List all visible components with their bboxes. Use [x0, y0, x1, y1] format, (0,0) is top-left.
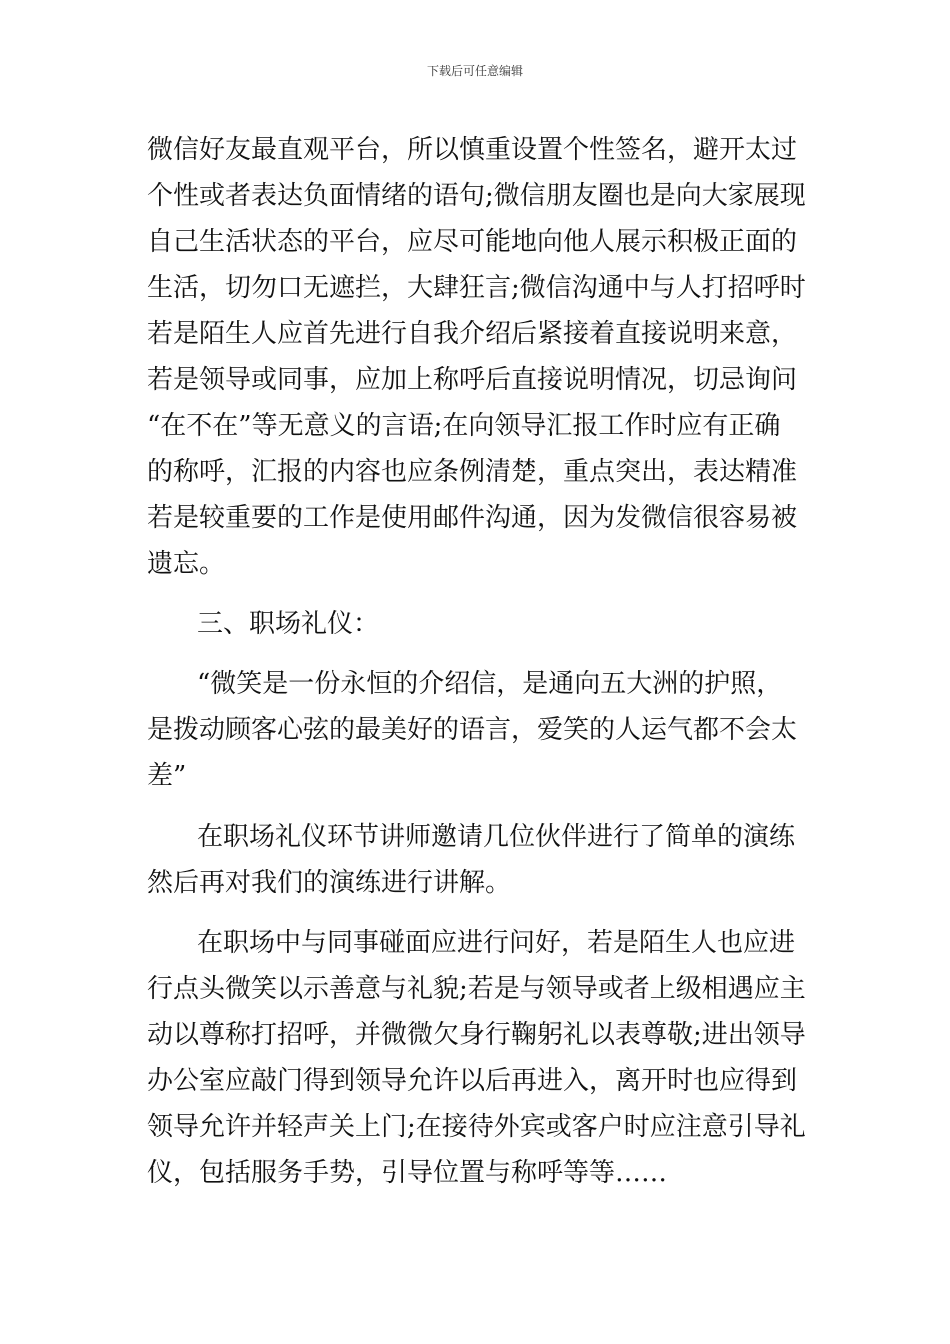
text-line: 若是领导或同事，应加上称呼后直接说明情况，切忌询问 — [147, 365, 798, 395]
text-line: 办公室应敲门得到领导允许以后再进入，离开时也应得到 — [147, 1066, 798, 1096]
page-header: 下载后可任意编辑 — [426, 64, 523, 78]
text-line: 若是较重要的工作是使用邮件沟通，因为发微信很容易被 — [147, 503, 798, 533]
text-line: 个性或者表达负面情绪的语句;微信朋友圈也是向大家展现 — [147, 181, 806, 211]
text-line: 行点头微笑以示善意与礼貌;若是与领导或者上级相遇应主 — [147, 974, 806, 1004]
text-line: 在职场礼仪环节讲师邀请几位伙伴进行了简单的演练 — [197, 822, 796, 852]
text-line: 微信好友最直观平台，所以慎重设置个性签名，避开太过 — [147, 135, 798, 165]
quote-line: 是拨动顾客心弦的最美好的语言，爱笑的人运气都不会太 — [147, 715, 798, 745]
text-line: 仪，包括服务手势，引导位置与称呼等等…… — [147, 1158, 668, 1188]
text-line: 遗忘。 — [147, 549, 226, 579]
text-line: 在职场中与同事碰面应进行问好，若是陌生人也应进 — [197, 928, 796, 958]
text-line: 领导允许并轻声关上门;在接待外宾或客户时应注意引导礼 — [147, 1112, 806, 1142]
quote-line: 差” — [147, 761, 187, 791]
quote-line: “微笑是一份永恒的介绍信，是通向五大洲的护照， — [197, 669, 783, 699]
text-line: 若是陌生人应首先进行自我介绍后紧接着直接说明来意， — [147, 319, 798, 349]
text-line: 然后再对我们的演练进行讲解。 — [147, 868, 512, 898]
section-heading: 三、职场礼仪： — [197, 609, 380, 639]
text-line: 自己生活状态的平台，应尽可能地向他人展示积极正面的 — [147, 227, 798, 257]
text-line: 生活，切勿口无遮拦，大肆狂言;微信沟通中与人打招呼时 — [147, 273, 806, 303]
text-line: 的称呼，汇报的内容也应条例清楚，重点突出，表达精准 — [147, 457, 798, 487]
text-line: 动以尊称打招呼，并微微欠身行鞠躬礼以表尊敬;进出领导 — [147, 1020, 806, 1050]
text-line: “在不在”等无意义的言语;在向领导汇报工作时应有正确 — [147, 411, 781, 441]
